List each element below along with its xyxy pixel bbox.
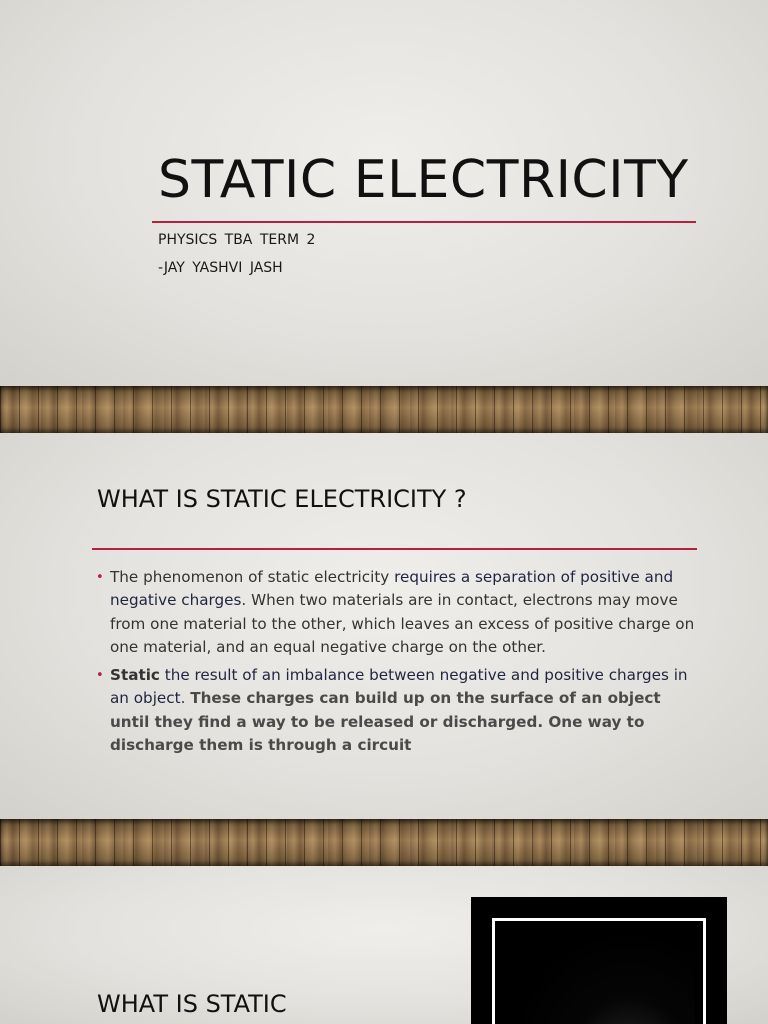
- bullet-bold-term: Static: [110, 666, 160, 685]
- bullet-bold-text: These charges can build up on the surface of an object until they find a way to be released or discharged. One way to discharge them is through a circuit: [110, 689, 661, 755]
- third-slide: [0, 866, 768, 1024]
- definition-slide: [0, 433, 768, 819]
- bullet-item: [96, 566, 696, 659]
- title-divider: [152, 221, 696, 223]
- bullet-icon: •: [96, 668, 104, 684]
- dark-photo: [506, 926, 695, 1024]
- title-slide: [0, 0, 768, 386]
- subtitle-course: PHYSICS TBA TERM 2: [158, 232, 316, 248]
- bullet-text: . When two materials are in contact, electrons may move from one material to the other, which leaves an excess of positive charge on one material, and an equal negative charge on the other.: [110, 591, 695, 656]
- bullet-highlight: requires a separation of positive and negative charges: [110, 568, 674, 610]
- picture-frame: [471, 897, 727, 1024]
- bullet-icon: •: [96, 570, 104, 585]
- presentation-title: STATIC ELECTRICITY: [158, 150, 689, 210]
- bullet-list: [96, 566, 696, 762]
- slide-heading: WHAT IS STATIC ELECTRICITY ?: [97, 485, 467, 513]
- slide-heading: WHAT IS STATIC: [97, 990, 287, 1018]
- frame-border: [492, 918, 706, 1024]
- wood-floor-divider: [0, 386, 768, 433]
- bullet-text: .: [180, 689, 191, 708]
- bullet-highlight: the result of an imbalance between negative and positive charges in an object: [110, 666, 688, 708]
- bullet-text: The phenomenon of static electricity: [110, 568, 395, 586]
- wood-floor-divider: [0, 819, 768, 866]
- heading-divider: [92, 548, 697, 550]
- subtitle-authors: -JAY YASHVI JASH: [158, 260, 283, 276]
- bullet-item: [96, 664, 696, 757]
